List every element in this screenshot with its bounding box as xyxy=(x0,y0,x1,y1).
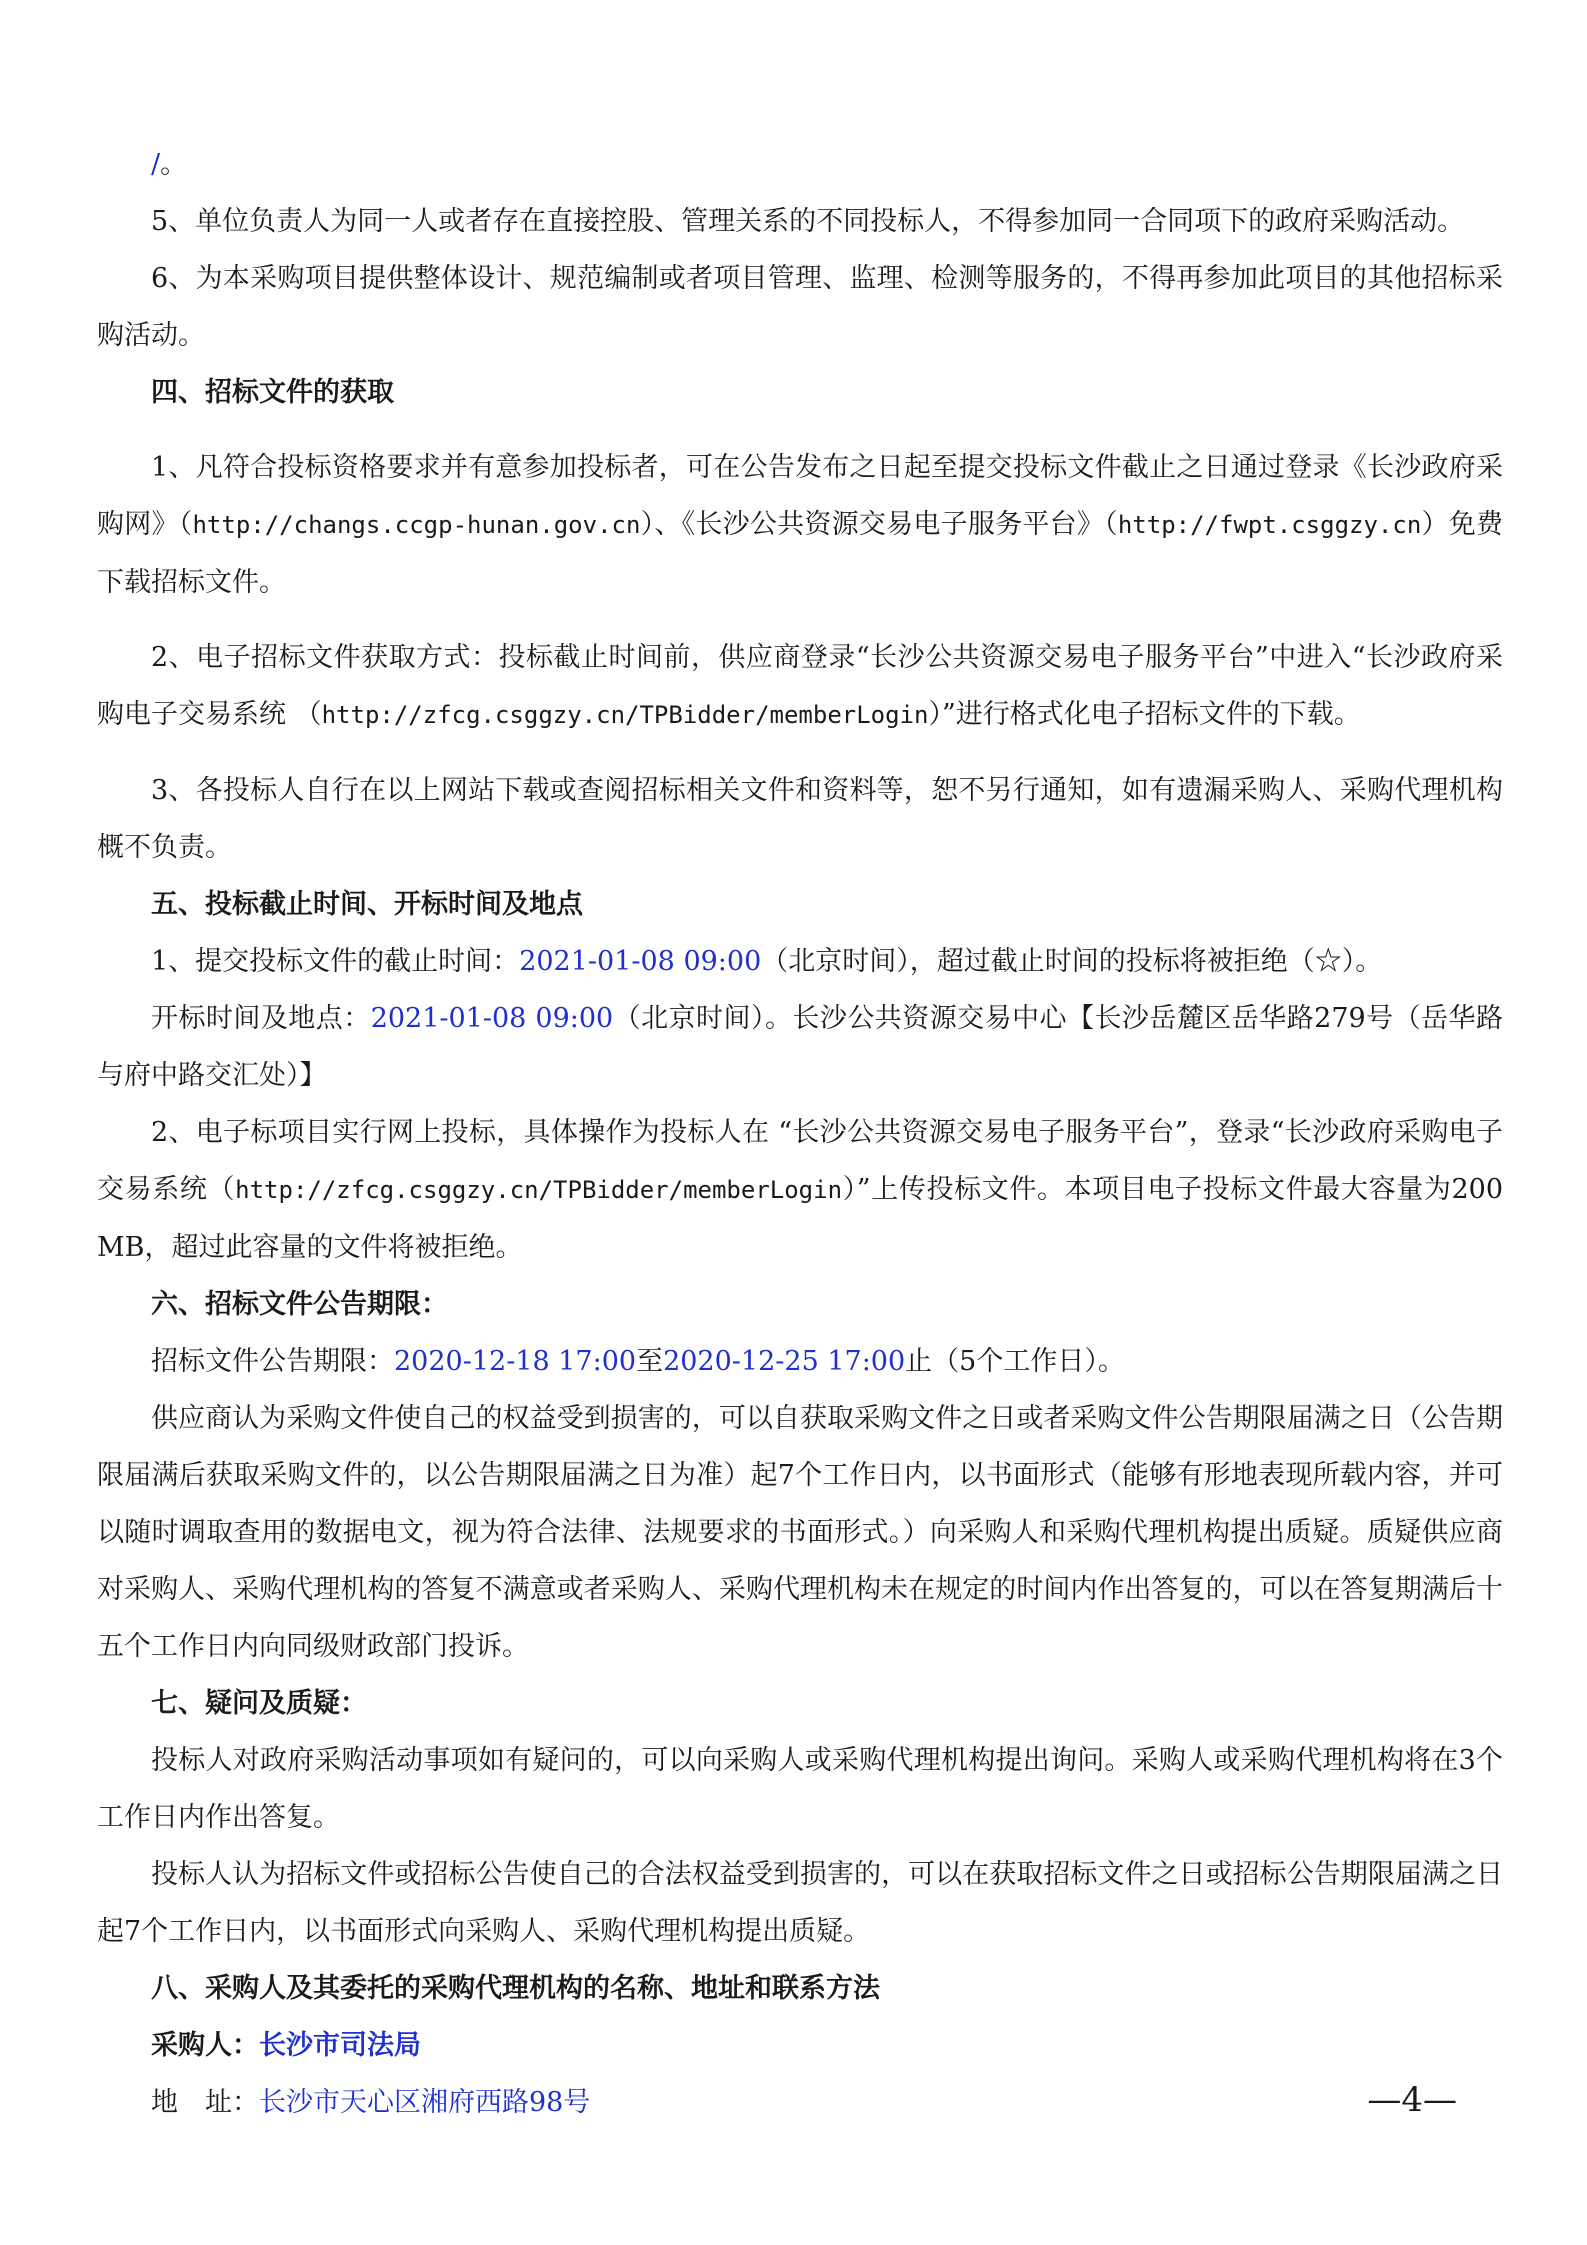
buyer-value: 长沙市司法局 xyxy=(259,2030,421,2061)
opening-datetime: 2021-01-08 09:00 xyxy=(370,1003,614,1034)
paragraph: 招标文件公告期限：2020-12-18 17:00至2020-12-25 17:00止（5个工作日）。 xyxy=(151,1346,1125,1377)
address-value: 长沙市天心区湘府西路98号 xyxy=(259,2087,591,2118)
paragraph: 投标人对政府采购活动事项如有疑问的，可以向采购人或采购代理机构提出询问。采购人或采购代理机构将在3个工作日内作出答复。 xyxy=(97,1745,1503,1833)
section-heading: 六、招标文件公告期限： xyxy=(151,1289,448,1320)
paragraph: 1、凡符合投标资格要求并有意参加投标者，可在公告发布之日起至提交投标文件截止之日通过登录《长沙政府采购网》（http://changs.ccgp-hunan.gov.cn）、《长沙公共资源交易电子服务平台》（http://fwpt.csggzy.cn）免费下载招标文件。 xyxy=(97,452,1504,598)
paragraph: 开标时间及地点：2021-01-08 09:00（北京时间）。长沙公共资源交易中心【长沙岳麓区岳华路279号（岳华路与府中路交汇处）】 xyxy=(97,1003,1503,1091)
text-line: /。 xyxy=(151,149,188,180)
document-body xyxy=(97,136,1503,2131)
section-heading: 四、招标文件的获取 xyxy=(151,377,394,408)
paragraph: 1、提交投标文件的截止时间：2021-01-08 09:00（北京时间），超过截止时间的投标将被拒绝（☆）。 xyxy=(151,946,1383,977)
address-label: 地 址： xyxy=(151,2087,259,2118)
url-fragment: / xyxy=(151,149,161,180)
url-text: http://changs.ccgp-hunan.gov.cn xyxy=(192,511,641,539)
url-text: http://zfcg.csggzy.cn/TPBidder/memberLogin xyxy=(235,1176,843,1204)
section-heading: 五、投标截止时间、开标时间及地点 xyxy=(151,889,583,920)
notice-end-datetime: 2020-12-25 17:00 xyxy=(663,1346,906,1377)
section-heading: 七、疑问及质疑： xyxy=(151,1688,367,1719)
paragraph: 2、电子标项目实行网上投标，具体操作为投标人在 “长沙公共资源交易电子服务平台”，登录“长沙政府采购电子交易系统（http://zfcg.csggzy.cn/TPBidder/memberLogin）”上传投标文件。本项目电子投标文件最大容量为200MB，超过此容量的文件将被拒绝。 xyxy=(97,1117,1503,1263)
url-text: http://fwpt.csggzy.cn xyxy=(1117,511,1422,539)
notice-start-datetime: 2020-12-18 17:00 xyxy=(394,1346,637,1377)
deadline-datetime: 2021-01-08 09:00 xyxy=(519,946,762,977)
url-text: http://zfcg.csggzy.cn/TPBidder/memberLogin xyxy=(321,701,929,729)
paragraph: 6、为本采购项目提供整体设计、规范编制或者项目管理、监理、检测等服务的，不得再参加此项目的其他招标采购活动。 xyxy=(97,263,1503,351)
address-line xyxy=(97,2074,1503,2131)
paragraph: 5、单位负责人为同一人或者存在直接控股、管理关系的不同投标人，不得参加同一合同项下的政府采购活动。 xyxy=(151,206,1465,237)
paragraph: 3、各投标人自行在以上网站下载或查阅招标相关文件和资料等，恕不另行通知，如有遗漏采购人、采购代理机构概不负责。 xyxy=(97,775,1503,863)
page-number: —4— xyxy=(1367,2080,1457,2120)
paragraph: 2、电子招标文件获取方式：投标截止时间前，供应商登录“长沙公共资源交易电子服务平台”中进入“长沙政府采购电子交易系统 （http://zfcg.csggzy.cn/TPBidder/memberLogin）”进行格式化电子招标文件的下载。 xyxy=(97,642,1503,730)
buyer-line xyxy=(97,2017,1503,2074)
section-heading: 八、采购人及其委托的采购代理机构的名称、地址和联系方法 xyxy=(151,1973,880,2004)
paragraph: 供应商认为采购文件使自己的权益受到损害的，可以自获取采购文件之日或者采购文件公告期限届满之日（公告期限届满后获取采购文件的，以公告期限届满之日为准）起7个工作日内，以书面形式（能够有形地表现所载内容，并可以随时调取查用的数据电文，视为符合法律、法规要求的书面形式。）向采购人和采购代理机构提出质疑。质疑供应商对采购人、采购代理机构的答复不满意或者采购人、采购代理机构未在规定的时间内作出答复的，可以在答复期满后十五个工作日内向同级财政部门投诉。 xyxy=(97,1403,1503,1662)
buyer-label: 采购人： xyxy=(151,2030,259,2061)
paragraph: 投标人认为招标文件或招标公告使自己的合法权益受到损害的，可以在获取招标文件之日或招标公告期限届满之日起7个工作日内，以书面形式向采购人、采购代理机构提出质疑。 xyxy=(97,1859,1503,1947)
